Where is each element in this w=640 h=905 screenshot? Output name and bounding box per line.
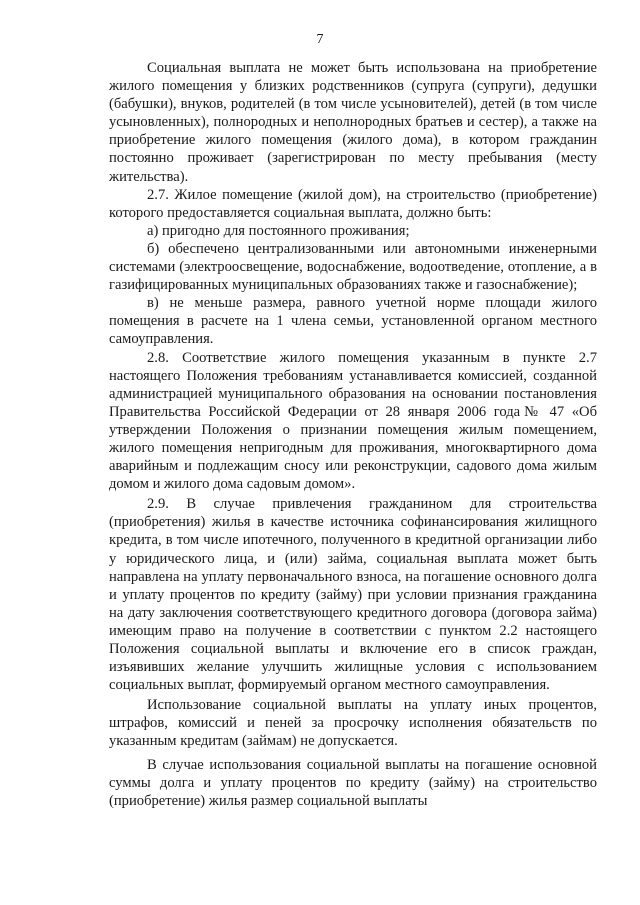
paragraph-2-7-b: б) обеспечено централизованными или автономными инженерными системами (электроосвещение, водоснабжение, водоотведение, отопление, а в газифицированных муниципальных образованиях также и газоснабжение);: [109, 240, 597, 294]
paragraph-2-8: 2.8. Соответствие жилого помещения указанным в пункте 2.7 настоящего Положения требованиям устанавливается комиссией, созданной администрацией муниципального образования на основании постановления Правительства Российской Федерации от 28 января 2006 года№ 47 «Об утверждении Положения о признании помещения жилым помещением, жилого помещения непригодным для проживания, многоквартирного дома аварийным и подлежащим сносу или реконструкции, садового дома жилым домом и жилого дома садовым домом».: [109, 349, 597, 493]
paragraph-other-interest-prohibited: Использование социальной выплаты на уплату иных процентов, штрафов, комиссий и пеней за просрочку исполнения обязательств по указанным кредитам (займам) не допускается.: [109, 697, 597, 750]
page-number: 7: [316, 32, 324, 47]
paragraph-2-7: 2.7. Жилое помещение (жилой дом), на строительство (приобретение) которого предоставляется социальная выплата, должно быть:: [109, 186, 597, 221]
document-body: [109, 59, 597, 810]
paragraph-2-9: 2.9. В случае привлечения гражданином для строительства (приобретения) жилья в качестве источника софинансирования жилищного кредита, в том числе ипотечного, полученного в кредитной организации либо у юридического лица, и (или) займа, социальная выплата может быть направлена на уплату первоначального взноса, на погашение основного долга и уплату процентов по кредиту (займу) при условии признания гражданина на дату заключения соответствующего кредитного договора (договора займа) имеющим право на получение в соответствии с пунктом 2.2 настоящего Положения социальной выплаты и включение его в список граждан, изъявивших желание улучшить жилищные условия с использованием социальных выплат, формируемый органом местного самоуправления.: [109, 496, 597, 694]
paragraph-2-7-v: в) не меньше размера, равного учетной норме площади жилого помещения в расчете на 1 члена семьи, установленной органом местного самоуправления.: [109, 295, 597, 348]
paragraph-2-7-a: а) пригодно для постоянного проживания;: [147, 222, 410, 239]
paragraph-social-payment-restriction: Социальная выплата не может быть использована на приобретение жилого помещения у близких родственников (супруга (супруги), дедушки (бабушки), внуков, родителей (в том числе усыновителей), детей (в том числе усыновленных), полнородных и неполнородных братьев и сестер), а также на приобретение жилого помещения (жилого дома), в котором гражданин постоянно проживает (зарегистрирован по месту пребывания (месту жительства).: [109, 60, 597, 185]
paragraph-principal-repayment: В случае использования социальной выплаты на погашение основной суммы долга и уплату процентов по кредиту (займу) на строительство (приобретение) жилья размер социальной выплаты: [109, 756, 597, 809]
